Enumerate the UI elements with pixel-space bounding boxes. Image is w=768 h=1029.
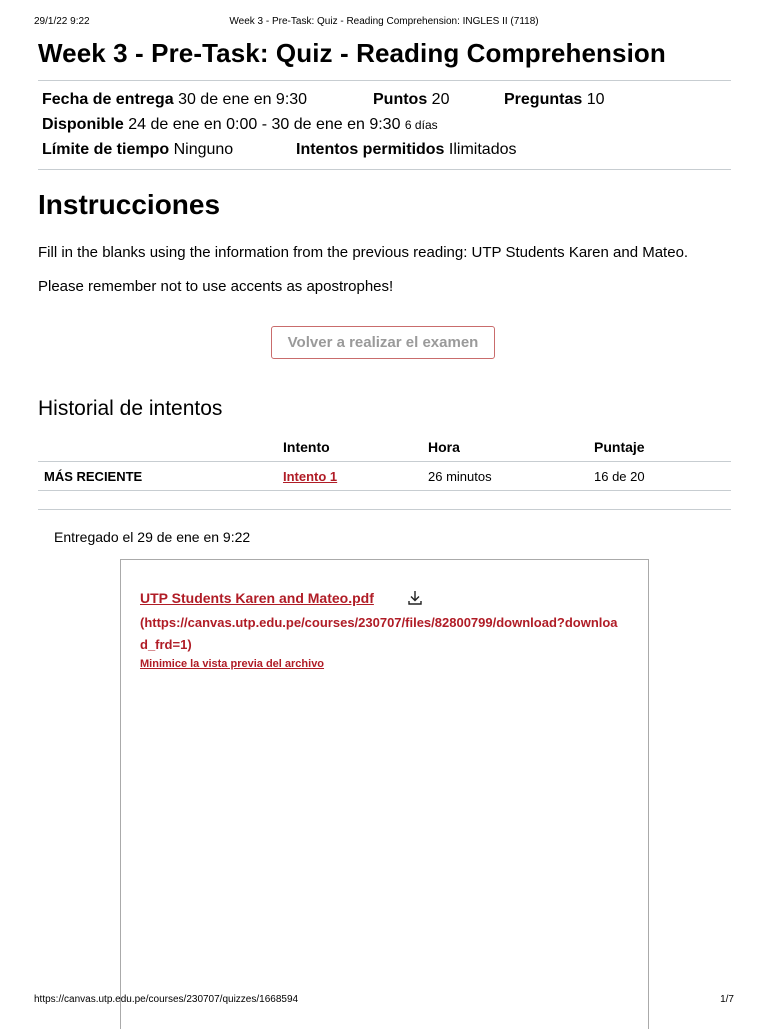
retake-quiz-button[interactable]: Volver a realizar el examen [271,326,495,359]
time-limit-detail [42,141,233,159]
due-value: 30 de ene en 9:30 [178,91,308,108]
print-url: https://canvas.utp.edu.pe/courses/230707/quizzes/1668594 [34,994,299,1005]
divider [38,509,731,510]
file-link[interactable]: UTP Students Karen and Mateo.pdf [140,590,374,606]
history-table-header [38,439,731,461]
attempt-time: 26 minutos [428,469,492,484]
instructions-heading: Instrucciones [38,189,221,220]
row-label: MÁS RECIENTE [44,469,143,484]
questions-detail [504,91,605,109]
print-doc-title: Week 3 - Pre-Task: Quiz - Reading Comprehension: INGLES II (7118) [229,16,539,27]
print-date: 29/1/22 9:22 [34,16,90,27]
page-number: 1/7 [720,994,734,1005]
print-footer [34,994,734,1008]
points-detail [373,91,449,109]
divider [38,169,731,170]
attempt-history-heading: Historial de intentos [38,397,223,420]
due-label: Fecha de entrega [42,91,174,108]
time-limit-value: Ninguno [173,141,234,158]
attempt-link[interactable]: Intento 1 [283,469,338,484]
download-icon[interactable] [406,589,424,607]
minimize-preview-link[interactable]: Minimice la vista previa del archivo [140,658,325,670]
available-duration: 6 días [404,118,438,132]
column-header-score: Puntaje [594,439,645,455]
page-title: Week 3 - Pre-Task: Quiz - Reading Comprehension [38,38,666,68]
time-limit-label: Límite de tiempo [42,141,170,158]
attempts-label: Intentos permitidos [296,141,445,158]
submitted-date: Entregado el 29 de ene en 9:22 [54,529,251,545]
questions-value: 10 [586,91,605,108]
questions-label: Preguntas [504,91,583,108]
available-detail [42,116,438,134]
file-preview-panel [120,559,649,1029]
instructions-line-2: Please remember not to use accents as apostrophes! [38,278,394,295]
available-label: Disponible [42,116,124,133]
table-row [38,462,731,490]
file-download-url[interactable]: (https://canvas.utp.edu.pe/courses/230707/files/82800799/download?download_frd=1) [140,615,618,652]
table-divider [38,490,731,491]
column-header-time: Hora [428,439,460,455]
attempt-score: 16 de 20 [594,469,645,484]
divider [38,80,731,81]
attempts-value: Ilimitados [448,141,517,158]
quiz-details-row-1 [42,91,307,109]
points-value: 20 [431,91,450,108]
instructions-line-1: Fill in the blanks using the information from the previous reading: UTP Students Karen and Mateo. [38,244,689,261]
print-header [34,16,734,30]
column-header-attempt: Intento [283,439,330,455]
attempts-detail [296,141,516,159]
points-label: Puntos [373,91,428,108]
available-value: 24 de ene en 0:00 - 30 de ene en 9:30 [128,116,401,133]
